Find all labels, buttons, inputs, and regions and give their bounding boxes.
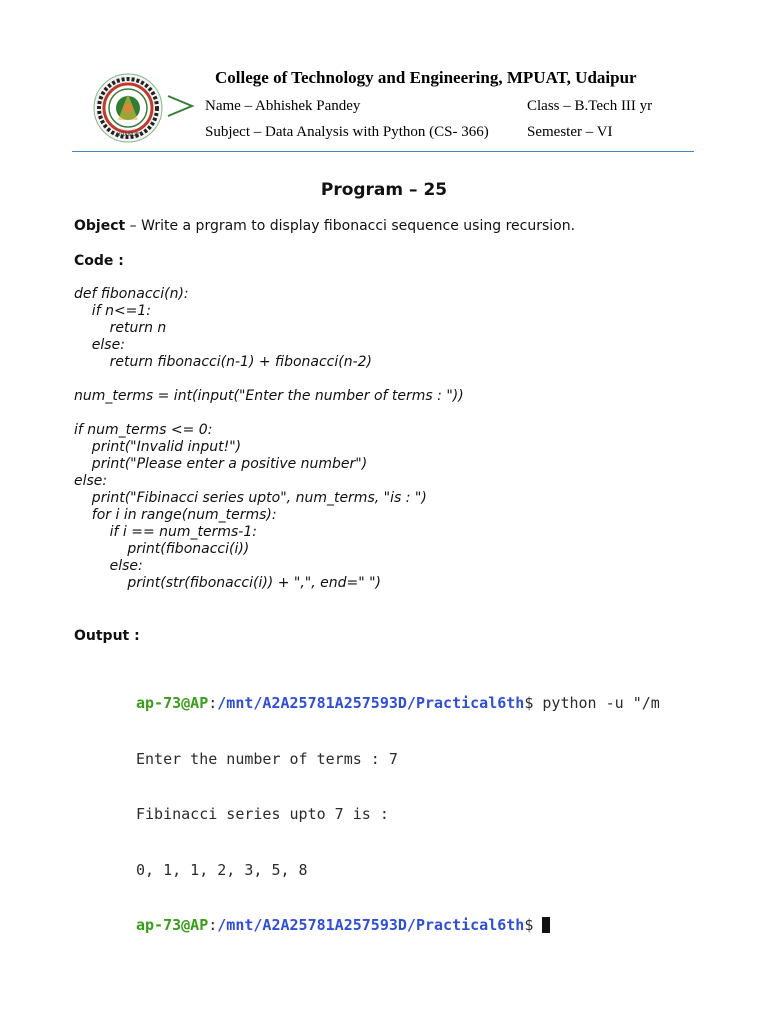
student-class: Class – B.Tech III yr — [527, 98, 653, 114]
terminal-output-screenshot — [136, 657, 660, 934]
header-rule — [72, 151, 694, 152]
terminal-path: /mnt/A2A25781A257593D/Practical6th — [217, 916, 525, 934]
terminal-end-prompt — [136, 916, 636, 935]
college-logo — [72, 72, 200, 144]
terminal-end-symbol: $ — [524, 916, 543, 934]
terminal-path: /mnt/A2A25781A257593D/Practical6th — [217, 694, 525, 712]
object-line — [74, 218, 575, 234]
terminal-user: ap-73@AP — [136, 694, 209, 712]
code-label: Code : — [74, 253, 124, 269]
terminal-line: Fibinacci series upto 7 is : — [136, 805, 389, 823]
terminal-command: $ python -u "/m — [524, 694, 660, 712]
terminal-line: 0, 1, 1, 2, 3, 5, 8 — [136, 860, 308, 879]
code-block: def fibonacci(n): if n<=1: return n else: return fibonacci(n-1) + fibonacci(n-2) num_terms = int(input("Enter the number of terms : ")) if num_terms <= 0: print("Invalid input!") print("Please enter a positive number") else: print("Fibinacci series upto", num_terms, "is : ") for i in range(num_terms): if i == num_terms-1: print(fibonacci(i)) else: print(str(fibonacci(i)) + ",", end=" ") — [74, 286, 464, 591]
program-title: Program – 25 — [320, 180, 448, 200]
terminal-line: Enter the number of terms : 7 — [136, 749, 398, 768]
svg-text:UDAIPUR: UDAIPUR — [116, 132, 140, 138]
document-header — [72, 66, 694, 152]
terminal-user: ap-73@AP — [136, 916, 209, 934]
object-text: – Write a prgram to display fibonacci sequence using recursion. — [125, 218, 576, 234]
object-label: Object — [74, 218, 126, 234]
college-name: College of Technology and Engineering, MPUAT, Udaipur — [215, 68, 637, 87]
student-name: Name – Abhishek Pandey — [205, 98, 361, 114]
subject: Subject – Data Analysis with Python (CS- 366) — [205, 124, 489, 140]
semester: Semester – VI — [527, 124, 613, 140]
terminal-cursor — [542, 917, 550, 933]
terminal-command-line — [136, 694, 660, 713]
output-label: Output : — [74, 628, 140, 644]
terminal-sep: : — [208, 916, 218, 934]
terminal-sep: : — [208, 694, 218, 712]
